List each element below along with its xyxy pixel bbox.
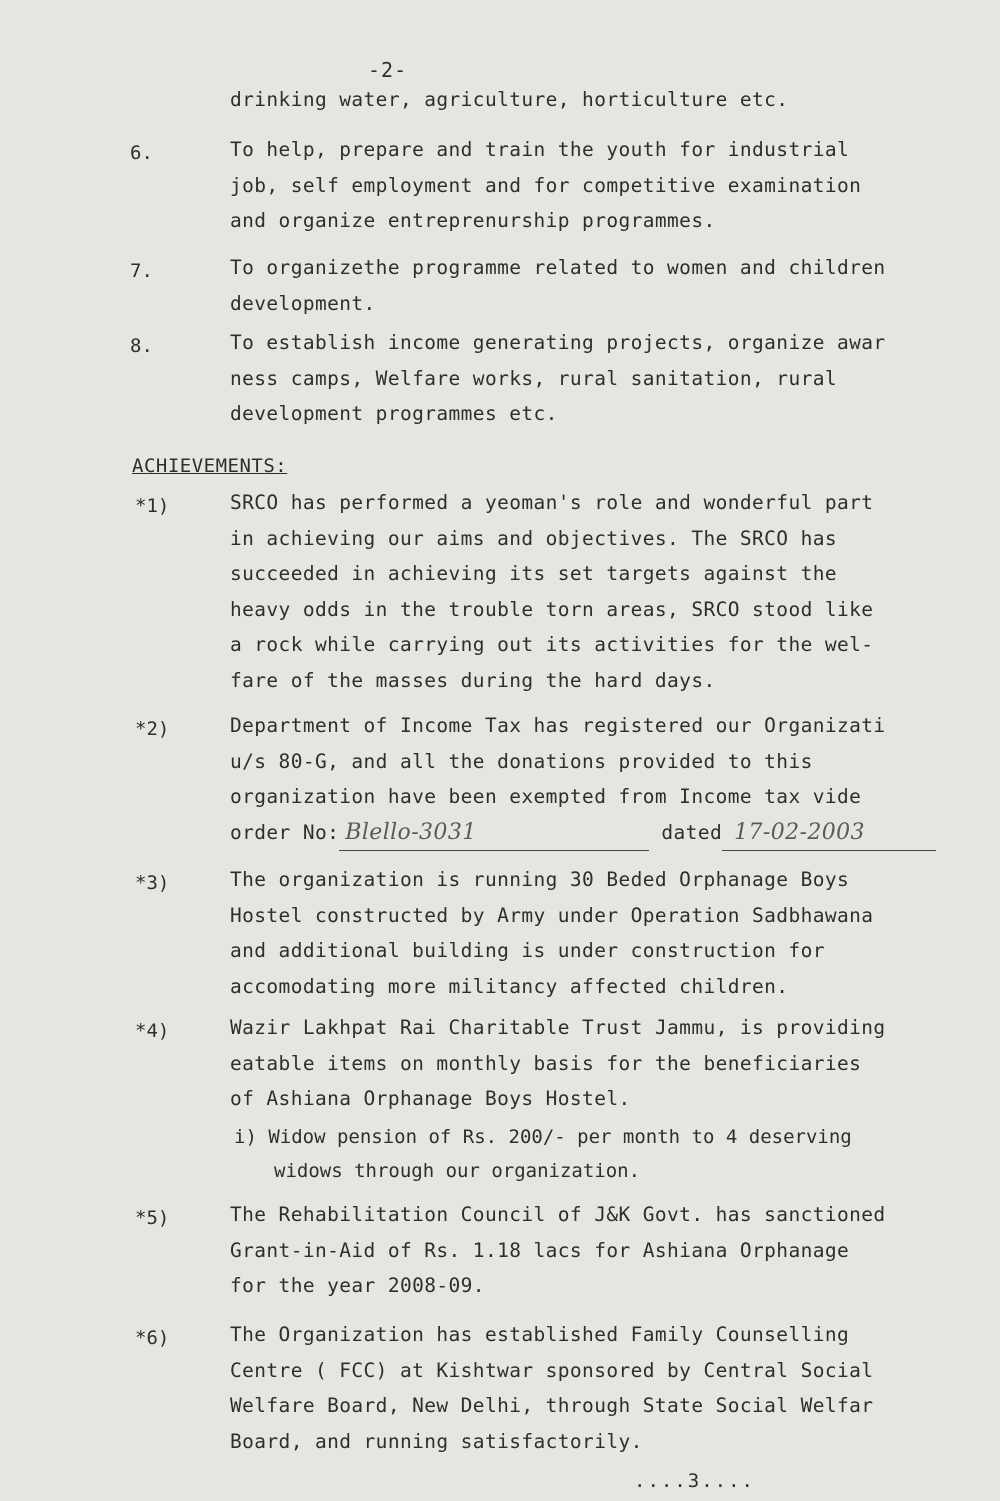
achievement-text: Department of Income Tax has registered our Organizati u/s 80-G, and all the donations provided to this organization have been exempted from Income tax vide order No: Blello-3031 dated 17-02-2003	[230, 708, 990, 851]
continuation-line: drinking water, agriculture, horticulture etc.	[230, 88, 789, 111]
continued-marker: ....3....	[634, 1470, 755, 1492]
achievement-text: The Organization has established Family Counselling Centre ( FCC) at Kishtwar sponsored by Central Social Welfare Board, New Delhi, through State Social Welfar Board, and running satisfactorily.	[230, 1323, 874, 1453]
objective-text: To organizethe programme related to women and children development.	[230, 256, 886, 315]
achievement-number: *6)	[135, 1327, 170, 1349]
achievement-number: *3)	[135, 872, 170, 894]
order-number-handwritten: Blello-3031	[345, 819, 477, 845]
achievement-number: *4)	[135, 1020, 170, 1042]
achievement-sub-item: i) Widow pension of Rs. 200/- per month to 4 deserving widows through our organization.	[234, 1126, 852, 1182]
order-label: order No:	[230, 820, 340, 844]
date-field	[722, 815, 936, 852]
achievement-text: The Rehabilitation Council of J&K Govt. has sanctioned Grant-in-Aid of Rs. 1.18 lacs for Ashiana Orphanage for the year 2008-09.	[230, 1203, 886, 1297]
order-number-field	[339, 815, 649, 852]
objective-text: To establish income generating projects, organize awar ness camps, Welfare works, rural sanitation, rural development programmes etc.	[230, 331, 886, 425]
achievement-number: *5)	[135, 1207, 170, 1229]
objective-number: 7.	[130, 260, 153, 282]
order-line	[230, 815, 990, 852]
dated-label: dated	[661, 820, 723, 844]
achievement-number: *2)	[135, 718, 170, 740]
achievement-number: *1)	[135, 495, 170, 517]
achievement-text: SRCO has performed a yeoman's role and wonderful part in achieving our aims and objectives. The SRCO has succeeded in achieving its set targets against the heavy odds in the trouble torn areas, SRCO stood like a rock while carrying out its activities for the wel- fare of the masses during the hard days.	[230, 491, 874, 692]
objective-number: 6.	[130, 142, 153, 164]
objective-text: To help, prepare and train the youth for industrial job, self employment and for competitive examination and organize entreprenurship programmes.	[230, 138, 862, 232]
page-number: -2-	[368, 58, 408, 82]
achievements-heading: ACHIEVEMENTS:	[132, 455, 288, 477]
objective-number: 8.	[130, 335, 153, 357]
achievement-text: The organization is running 30 Beded Orphanage Boys Hostel constructed by Army under Operation Sadbhawana and additional building is under construction for accomodating more militancy affected children.	[230, 868, 874, 998]
date-handwritten: 17-02-2003	[734, 819, 865, 845]
achievement-text: Wazir Lakhpat Rai Charitable Trust Jammu, is providing eatable items on monthly basis for the beneficiaries of Ashiana Orphanage Boys Hostel.	[230, 1016, 886, 1110]
